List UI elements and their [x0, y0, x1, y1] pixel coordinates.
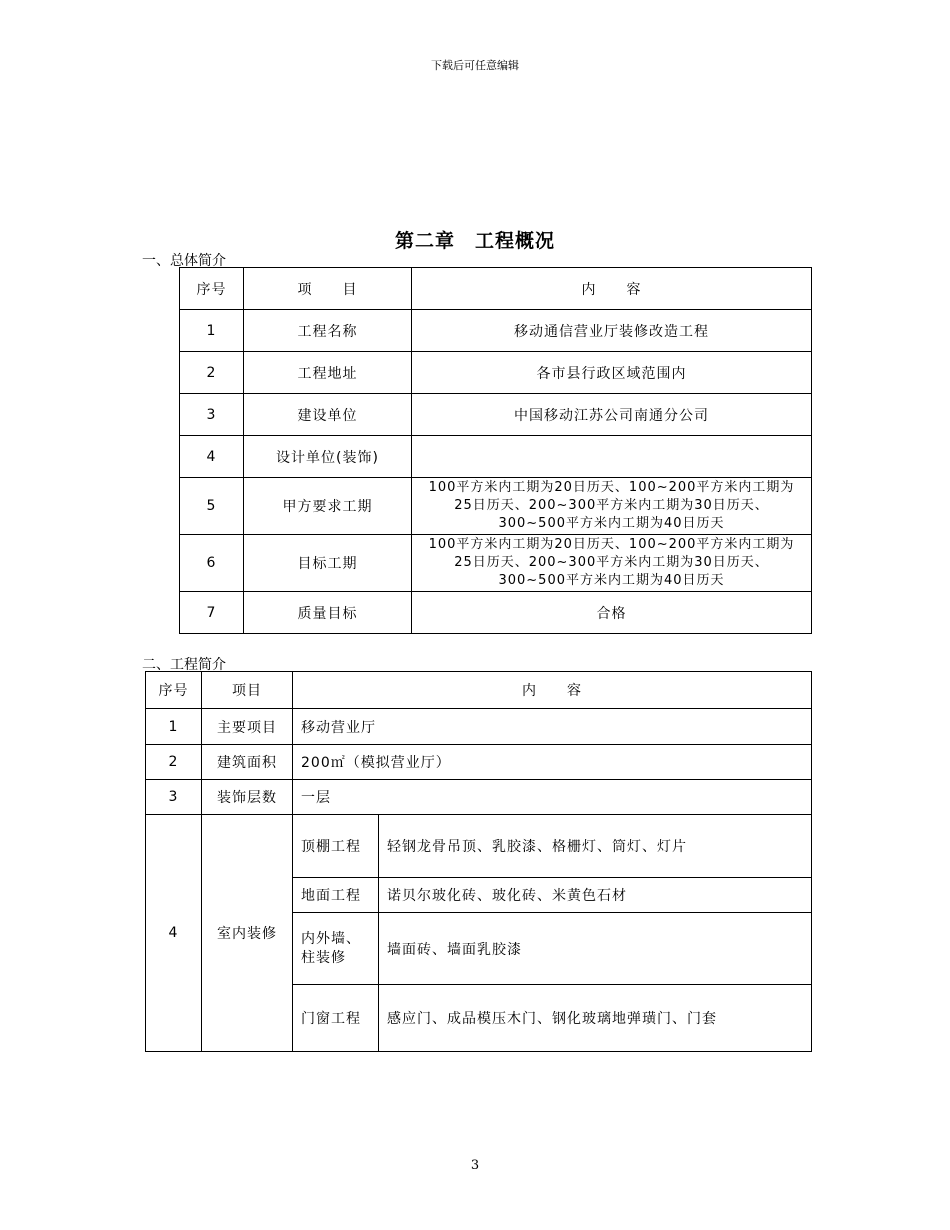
row-no: 1	[146, 709, 202, 745]
row-content: 移动通信营业厅装修改造工程	[412, 310, 812, 352]
table-row	[146, 745, 812, 780]
row-item: 工程名称	[244, 310, 412, 352]
row-content	[412, 436, 812, 478]
row-item: 工程地址	[244, 352, 412, 394]
section1-title: 一、总体简介	[142, 253, 226, 269]
overview-table	[179, 267, 812, 634]
sub-item-content: 诺贝尔玻化砖、玻化砖、米黄色石材	[379, 878, 812, 913]
page-number: 3	[470, 1158, 480, 1173]
table-row	[146, 709, 812, 745]
section2-title: 二、工程简介	[142, 657, 226, 673]
header-no: 序号	[180, 268, 244, 310]
table-header-row	[180, 268, 812, 310]
header-content: 内 容	[412, 268, 812, 310]
sub-item-content: 墙面砖、墙面乳胶漆	[379, 913, 812, 985]
project-table	[145, 671, 812, 1052]
page-header: 下载后可任意编辑	[431, 59, 519, 72]
row-no: 3	[146, 780, 202, 815]
table-row	[180, 352, 812, 394]
row-item: 目标工期	[244, 535, 412, 592]
row-item: 甲方要求工期	[244, 478, 412, 535]
row-content: 100平方米内工期为20日历天、100~200平方米内工期为25日历天、200~300平方米内工期为30日历天、300~500平方米内工期为40日历天	[412, 478, 812, 535]
row-no: 7	[180, 592, 244, 634]
sub-item-name: 内外墙、柱装修	[293, 913, 379, 985]
sub-item-name: 顶棚工程	[293, 815, 379, 878]
row-item: 主要项目	[202, 709, 293, 745]
row-no: 5	[180, 478, 244, 535]
chapter-title: 第二章 工程概况	[394, 230, 555, 252]
sub-item-content: 轻钢龙骨吊顶、乳胶漆、格栅灯、筒灯、灯片	[379, 815, 812, 878]
header-item: 项 目	[244, 268, 412, 310]
row-item: 设计单位(装饰)	[244, 436, 412, 478]
table-row	[180, 394, 812, 436]
sub-item-name: 地面工程	[293, 878, 379, 913]
table-row	[180, 592, 812, 634]
row-content: 中国移动江苏公司南通分公司	[412, 394, 812, 436]
row-content: 100平方米内工期为20日历天、100~200平方米内工期为25日历天、200~300平方米内工期为30日历天、300~500平方米内工期为40日历天	[412, 535, 812, 592]
row-content: 200㎡（模拟营业厅）	[293, 745, 812, 780]
row-item: 质量目标	[244, 592, 412, 634]
header-content: 内 容	[293, 672, 812, 709]
row-no: 4	[146, 815, 202, 1052]
table-header-row	[146, 672, 812, 709]
sub-item-content: 感应门、成品模压木门、钢化玻璃地弹璜门、门套	[379, 985, 812, 1052]
header-no: 序号	[146, 672, 202, 709]
table-row	[180, 310, 812, 352]
row-item: 建筑面积	[202, 745, 293, 780]
table-row	[180, 436, 812, 478]
row-no: 3	[180, 394, 244, 436]
row-no: 1	[180, 310, 244, 352]
sub-item-name: 门窗工程	[293, 985, 379, 1052]
row-content: 移动营业厅	[293, 709, 812, 745]
row-no: 2	[146, 745, 202, 780]
table-row	[180, 478, 812, 535]
row-item: 室内装修	[202, 815, 293, 1052]
table-row	[146, 815, 812, 878]
row-item: 装饰层数	[202, 780, 293, 815]
row-no: 2	[180, 352, 244, 394]
table-row	[146, 780, 812, 815]
row-content: 各市县行政区域范围内	[412, 352, 812, 394]
row-no: 4	[180, 436, 244, 478]
table-row	[180, 535, 812, 592]
row-content: 一层	[293, 780, 812, 815]
row-no: 6	[180, 535, 244, 592]
row-content: 合格	[412, 592, 812, 634]
header-item: 项目	[202, 672, 293, 709]
row-item: 建设单位	[244, 394, 412, 436]
